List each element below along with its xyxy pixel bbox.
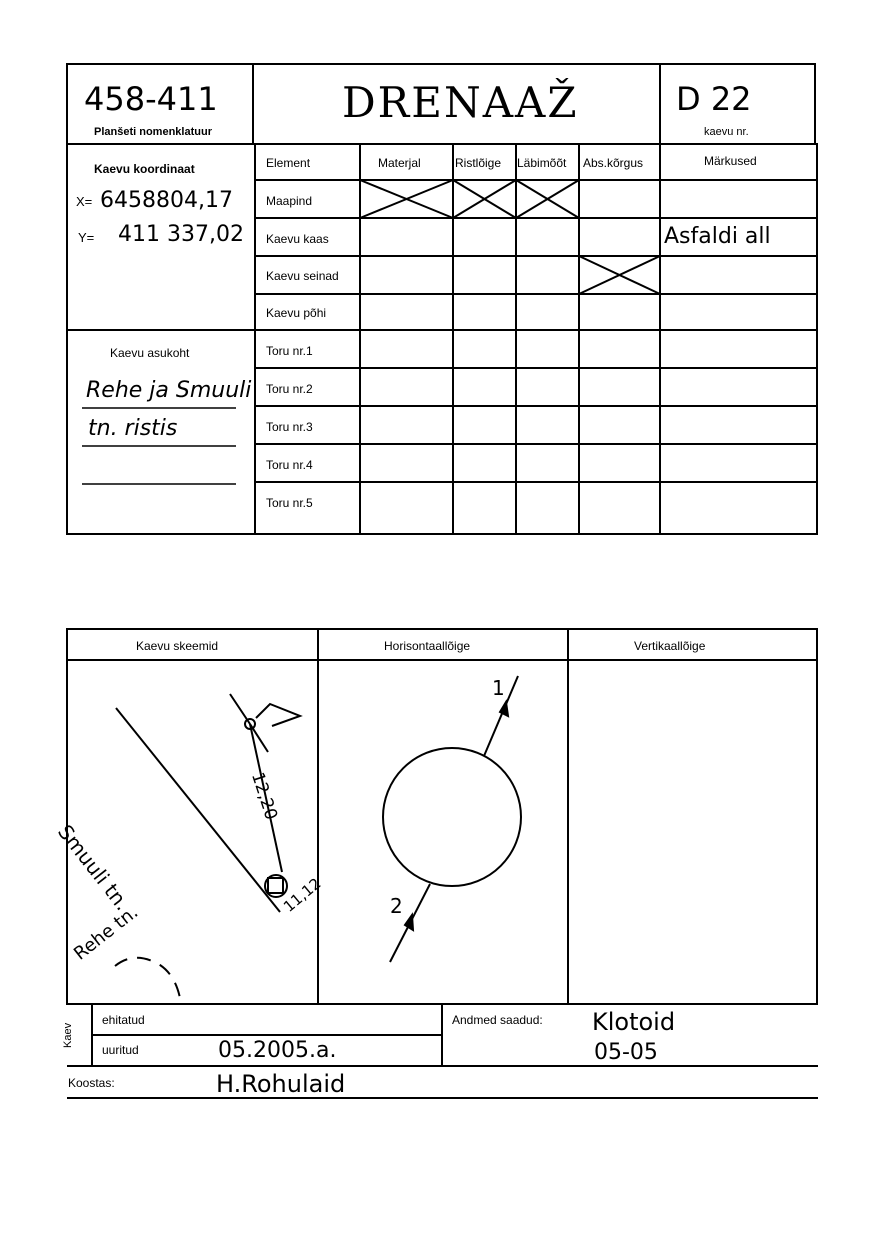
vertical-section-label: Vertikaallõige bbox=[634, 639, 706, 653]
nomenclature-value: 458-411 bbox=[84, 80, 218, 118]
row-label-maapind: Maapind bbox=[266, 194, 313, 208]
pipe-1-label: 1 bbox=[492, 676, 505, 700]
footer-side-label: Kaev bbox=[62, 1022, 74, 1048]
surveyed-label: uuritud bbox=[102, 1043, 139, 1057]
street-smuuli-label: Smuuli tn. bbox=[53, 820, 135, 916]
remark-kaevu-kaas: Asfaldi all bbox=[664, 224, 771, 249]
horizontal-section-drawing bbox=[383, 676, 521, 962]
row-label-toru-5: Toru nr.5 bbox=[266, 496, 313, 510]
well-sketch bbox=[115, 694, 300, 998]
row-label-toru-4: Toru nr.4 bbox=[266, 458, 313, 472]
col-header-diameter: Läbimõõt bbox=[517, 156, 567, 170]
row-label-kaevu-seinad: Kaevu seinad bbox=[266, 269, 339, 283]
data-received-date: 05-05 bbox=[594, 1040, 658, 1065]
well-number-value: D 22 bbox=[676, 80, 752, 118]
well-number-label: kaevu nr. bbox=[704, 126, 749, 138]
location-label: Kaevu asukoht bbox=[110, 346, 190, 360]
y-prefix: Y= bbox=[78, 230, 95, 245]
row-label-toru-1: Toru nr.1 bbox=[266, 344, 313, 358]
nomenclature-label: Planšeti nomenklatuur bbox=[94, 126, 212, 138]
col-header-element: Element bbox=[266, 156, 311, 170]
col-header-remarks: Märkused bbox=[704, 154, 757, 168]
location-line-1: Rehe ja Smuuli bbox=[86, 378, 252, 403]
row-label-kaevu-pohi: Kaevu põhi bbox=[266, 306, 327, 320]
horizontal-section-label: Horisontaallõige bbox=[384, 639, 471, 653]
composer-label: Koostas: bbox=[68, 1076, 115, 1090]
data-received-source: Klotoid bbox=[592, 1008, 676, 1036]
surveyed-value: 05.2005.a. bbox=[218, 1038, 337, 1063]
col-header-material: Materjal bbox=[378, 156, 421, 170]
dimension-12-20: 12,20 bbox=[246, 770, 282, 823]
street-rehe-label: Rehe tn. bbox=[70, 901, 143, 965]
built-label: ehitatud bbox=[102, 1013, 145, 1027]
y-value: 411 337,02 bbox=[118, 222, 244, 247]
coordinates-label: Kaevu koordinaat bbox=[94, 162, 195, 176]
col-header-cross-section: Ristlõige bbox=[455, 156, 502, 170]
row-label-kaevu-kaas: Kaevu kaas bbox=[266, 232, 329, 246]
row-label-toru-2: Toru nr.2 bbox=[266, 382, 313, 396]
composer-value: H.Rohulaid bbox=[216, 1070, 346, 1098]
x-value: 6458804,17 bbox=[100, 188, 233, 213]
dimension-11-12: 11,12 bbox=[280, 874, 325, 916]
row-label-toru-3: Toru nr.3 bbox=[266, 420, 313, 434]
location-line-2: tn. ristis bbox=[88, 416, 178, 441]
page-title: DRENAAŽ bbox=[342, 78, 579, 127]
data-received-label: Andmed saadud: bbox=[452, 1013, 543, 1027]
col-header-abs-height: Abs.kõrgus bbox=[583, 156, 644, 170]
schema-label: Kaevu skeemid bbox=[136, 639, 219, 653]
x-prefix: X= bbox=[76, 194, 93, 209]
pipe-2-label: 2 bbox=[390, 894, 403, 918]
